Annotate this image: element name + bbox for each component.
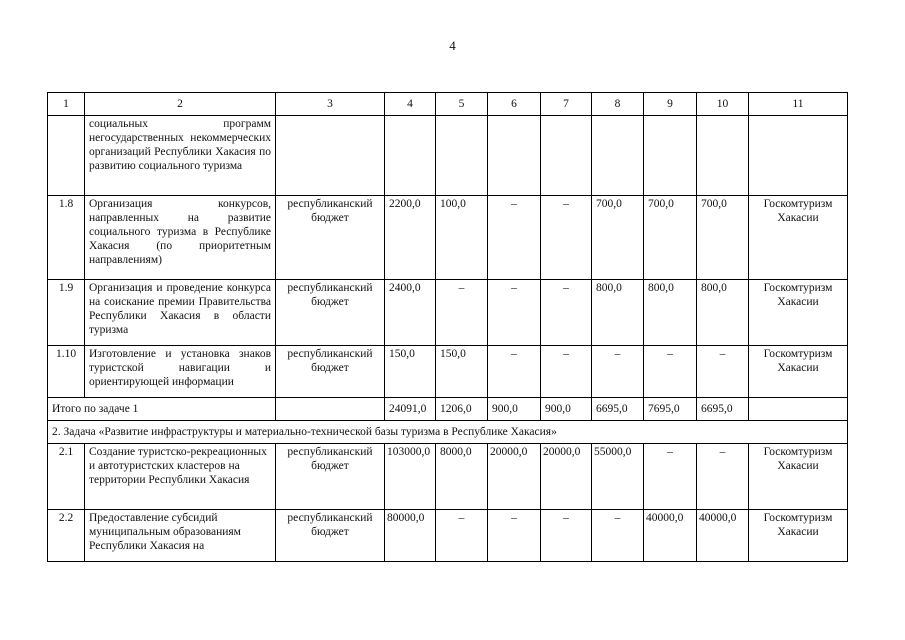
value-year: 800,0 [644,280,697,346]
value-year: – [644,346,697,398]
item-description: Организация и проведение конкурса на соискание премии Правительства Республики Хакасия в области туризма [85,280,276,346]
value-year: – [541,346,592,398]
value-year: 800,0 [697,280,749,346]
total-row [48,398,848,421]
value-year: – [592,346,644,398]
total-value: 1206,0 [436,398,488,421]
header-cell: 5 [436,93,488,116]
item-number: 2.1 [48,444,85,510]
item-description: Предоставление субсидий муниципальным образованиям Республики Хакасия на [85,510,276,562]
total-value: 6695,0 [592,398,644,421]
value-total: 2200,0 [385,196,436,280]
header-cell: 2 [85,93,276,116]
item-number: 2.2 [48,510,85,562]
value-year: – [436,510,488,562]
item-description: социальных программ негосударственных некоммерческих организаций Республики Хакасия по развитию социального туризма [85,116,276,196]
table-row [48,444,848,510]
header-row [48,93,848,116]
section-row [48,421,848,444]
value-year: – [488,280,541,346]
header-cell: 4 [385,93,436,116]
value-year: 700,0 [697,196,749,280]
value-year: – [541,280,592,346]
header-cell: 10 [697,93,749,116]
value-year: – [436,280,488,346]
value-year: 800,0 [592,280,644,346]
total-value: 24091,0 [385,398,436,421]
value-year: – [644,444,697,510]
executor: Госкомтуризм Хакасии [749,280,848,346]
value-year: – [488,510,541,562]
total-value: 7695,0 [644,398,697,421]
funding-source: республиканский бюджет [276,510,385,562]
table-row [48,116,848,196]
item-number: 1.8 [48,196,85,280]
total-value: 6695,0 [697,398,749,421]
value-year: 700,0 [592,196,644,280]
total-label: Итого по задаче 1 [48,398,276,421]
value-year: 150,0 [436,346,488,398]
value-year: 100,0 [436,196,488,280]
table-row [48,346,848,398]
value-year: – [488,196,541,280]
table-row [48,510,848,562]
header-cell: 6 [488,93,541,116]
value-year: 40000,0 [644,510,697,562]
value-total: 103000,0 [385,444,436,510]
executor: Госкомтуризм Хакасии [749,196,848,280]
header-cell: 7 [541,93,592,116]
value-year: 40000,0 [697,510,749,562]
funding-source: республиканский бюджет [276,280,385,346]
table-row [48,280,848,346]
executor: Госкомтуризм Хакасии [749,346,848,398]
value-total: 80000,0 [385,510,436,562]
value-year: – [541,196,592,280]
total-value: 900,0 [541,398,592,421]
value-year: – [697,444,749,510]
value-year: 55000,0 [592,444,644,510]
table-row [48,196,848,280]
funding-source: республиканский бюджет [276,444,385,510]
value-year: 20000,0 [488,444,541,510]
header-cell: 9 [644,93,697,116]
value-year: 700,0 [644,196,697,280]
item-description: Создание туристско-рекреационных и автотуристских кластеров на территории Республики Хакасия [85,444,276,510]
value-year: – [592,510,644,562]
page-number: 4 [449,38,456,53]
total-value: 900,0 [488,398,541,421]
value-year: 8000,0 [436,444,488,510]
item-number: 1.10 [48,346,85,398]
executor: Госкомтуризм Хакасии [749,510,848,562]
value-total: 2400,0 [385,280,436,346]
executor: Госкомтуризм Хакасии [749,444,848,510]
program-table [47,92,848,562]
value-total: 150,0 [385,346,436,398]
item-description: Организация конкурсов, направленных на развитие социального туризма в Республике Хакасия (по приоритетным направлениям) [85,196,276,280]
funding-source: республиканский бюджет [276,196,385,280]
header-cell: 11 [749,93,848,116]
item-number: 1.9 [48,280,85,346]
item-description: Изготовление и установка знаков туристской навигации и ориентирующей информации [85,346,276,398]
funding-source: республиканский бюджет [276,346,385,398]
value-year: 20000,0 [541,444,592,510]
value-year: – [697,346,749,398]
value-year: – [541,510,592,562]
header-cell: 8 [592,93,644,116]
header-cell: 1 [48,93,85,116]
header-cell: 3 [276,93,385,116]
value-year: – [488,346,541,398]
section-title: 2. Задача «Развитие инфраструктуры и материально-технической базы туризма в Республике Хакасия» [48,421,848,444]
